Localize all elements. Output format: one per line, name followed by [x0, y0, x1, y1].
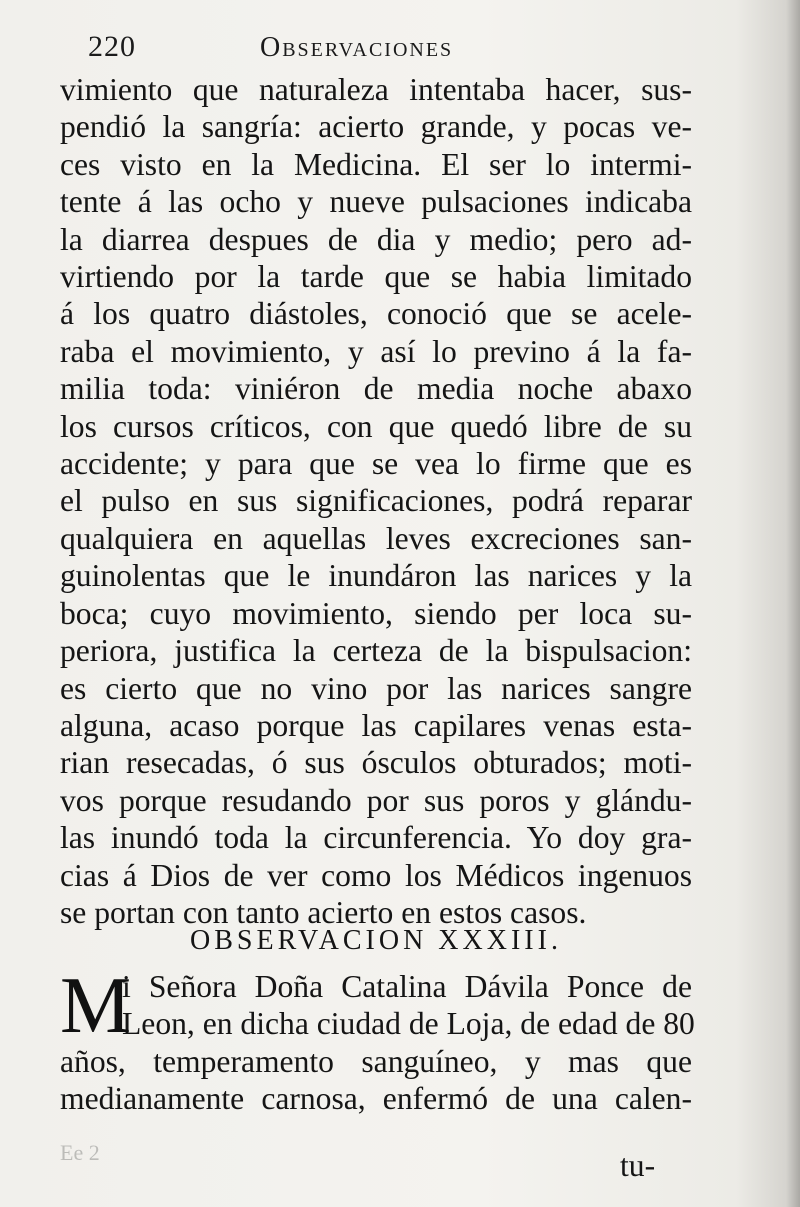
- text-line: es cierto que no vino por las narices sangre: [60, 670, 692, 706]
- text-line: virtiendo por la tarde que se habia limitado: [60, 259, 692, 295]
- text-line: periora, justifica la certeza de la bispulsacion:: [60, 633, 692, 669]
- text-line: qualquiera en aquellas leves excreciones san-: [60, 520, 692, 556]
- text-line: el pulso en sus significaciones, podrá reparar: [60, 483, 692, 519]
- text-line: raba el movimiento, y así lo previno á la fa-: [60, 333, 692, 369]
- page-number: 220: [88, 30, 136, 63]
- catchword: tu-: [620, 1148, 656, 1183]
- observation-paragraph: [60, 962, 695, 1118]
- text-line: tente á las ocho y nueve pulsaciones indicaba: [60, 184, 692, 220]
- drop-cap: M: [60, 962, 132, 1050]
- text-line: se portan con tanto acierto en estos casos.: [60, 894, 587, 930]
- text-line: á los quatro diástoles, conoció que se acele-: [60, 296, 692, 332]
- text-line: accidente; y para que se vea lo firme que es: [60, 446, 692, 482]
- text-line: los cursos críticos, con que quedó libre de su: [60, 408, 692, 444]
- text-line: vimiento que naturaleza intentaba hacer, sus-: [60, 72, 692, 107]
- text-line: ces visto en la Medicina. El ser lo intermi-: [60, 146, 692, 182]
- text-line: i Señora Doña Catalina Dávila Ponce de: [122, 969, 692, 1004]
- text-line: alguna, acaso porque las capilares venas esta-: [60, 707, 692, 743]
- text-line: cias á Dios de ver como los Médicos ingenuos: [60, 857, 692, 893]
- page-edge-shadow: [786, 0, 800, 1207]
- text-line: años, temperamento sanguíneo, y mas que: [60, 1043, 692, 1079]
- signature-mark: Ee 2: [60, 1140, 100, 1165]
- page-header: [88, 26, 688, 70]
- text-line: vos porque resudando por sus poros y glándu-: [60, 782, 692, 818]
- text-line: las inundó toda la circunferencia. Yo doy gra-: [60, 820, 692, 856]
- running-head: Observaciones: [260, 32, 454, 63]
- section-heading: OBSERVACION XXXIII.: [190, 925, 562, 956]
- body-text: [60, 71, 692, 931]
- text-line: la diarrea despues de dia y medio; pero ad-: [60, 221, 692, 257]
- text-line: milia toda: viniéron de media noche abaxo: [60, 371, 692, 407]
- text-line: pendió la sangría: acierto grande, y pocas ve-: [60, 109, 692, 145]
- text-line: Leon, en dicha ciudad de Loja, de edad de 80: [122, 1006, 695, 1042]
- text-line: rian resecadas, ó sus ósculos obturados; moti-: [60, 745, 692, 781]
- text-line: guinolentas que le inundáron las narices y la: [60, 558, 692, 594]
- text-line: medianamente carnosa, enfermó de una calen-: [60, 1081, 692, 1117]
- text-line: boca; cuyo movimiento, siendo per loca su-: [60, 595, 692, 631]
